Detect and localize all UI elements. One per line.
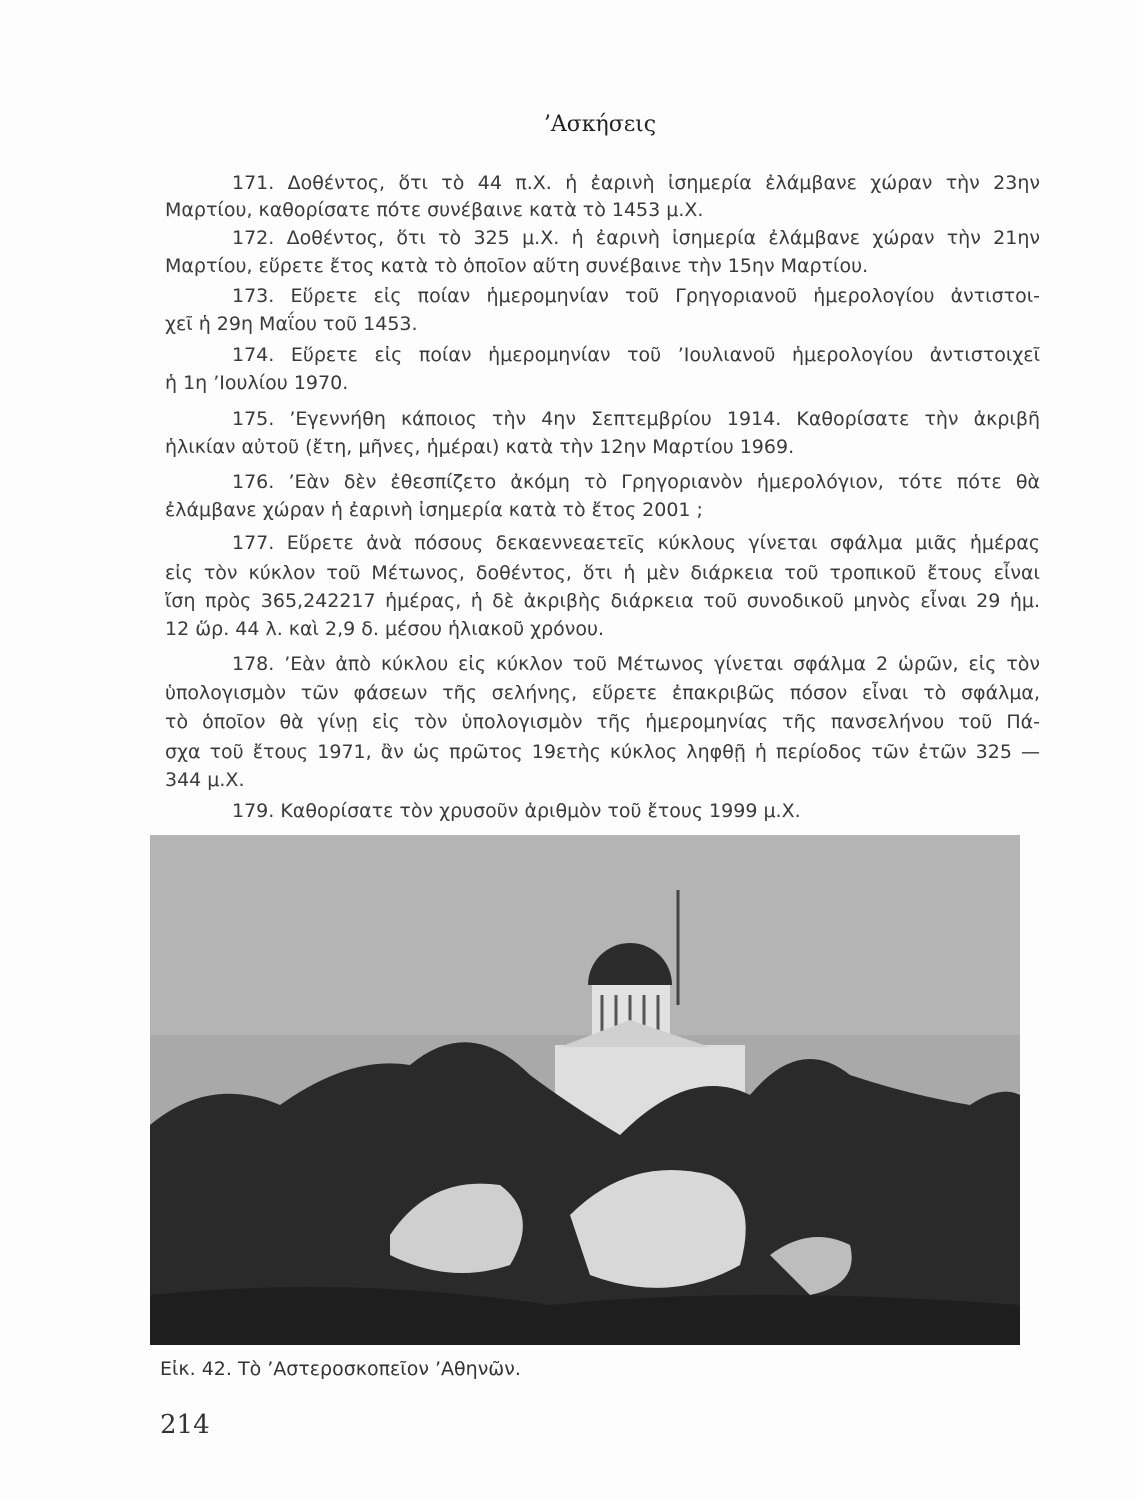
text-line: τὸ ὁποῖον θὰ γίνῃ εἰς τὸν ὑπολογισμὸν τῆς ἡμερομηνίας τῆς πανσελήνου τοῦ Πά- bbox=[165, 711, 1040, 733]
text-line: 175. ’Εγεννήθη κάποιος τὴν 4ην Σεπτεμβρίου 1914. Καθορίσατε τὴν ἀκριβῆ bbox=[232, 408, 1040, 430]
text-line: 173. Εὕρετε εἰς ποίαν ἡμερομηνίαν τοῦ Γρηγοριανοῦ ἡμερολογίου ἀντιστοι- bbox=[232, 285, 1040, 307]
text-line: ἴση πρὸς 365,242217 ἡμέρας, ἡ δὲ ἀκριβὴς διάρκεια τοῦ συνοδικοῦ μηνὸς εἶναι 29 ἡμ. bbox=[165, 590, 1040, 612]
text-line: 172. Δοθέντος, ὅτι τὸ 325 μ.Χ. ἡ ἐαρινὴ ἰσημερία ἐλάμβανε χώραν τὴν 21ην bbox=[232, 227, 1040, 249]
text-line: ἐλάμβανε χώραν ἡ ἐαρινὴ ἰσημερία κατὰ τὸ ἔτος 2001 ; bbox=[165, 499, 703, 521]
text-line: ὑπολογισμὸν τῶν φάσεων τῆς σελήνης, εὕρετε ἐπακριβῶς πόσον εἶναι τὸ σφάλμα, bbox=[165, 682, 1040, 704]
text-line: 171. Δοθέντος, ὅτι τὸ 44 π.Χ. ἡ ἐαρινὴ ἰσημερία ἐλάμβανε χώραν τὴν 23ην bbox=[232, 172, 1040, 194]
text-line: Μαρτίου, καθορίσατε πότε συνέβαινε κατὰ τὸ 1453 μ.Χ. bbox=[165, 199, 704, 221]
text-line: σχα τοῦ ἔτους 1971, ἂν ὡς πρῶτος 19ετὴς κύκλος ληφθῇ ἡ περίοδος τῶν ἐτῶν 325 — bbox=[165, 741, 1040, 763]
figure-caption: Εἰκ. 42. Τὸ ’Αστεροσκοπεῖον ’Αθηνῶν. bbox=[160, 1358, 521, 1380]
text-line: 179. Καθορίσατε τὸν χρυσοῦν ἀριθμὸν τοῦ ἔτους 1999 μ.Χ. bbox=[232, 800, 801, 822]
page-number: 214 bbox=[160, 1410, 210, 1440]
text-line: 178. ’Εὰν ἀπὸ κύκλου εἰς κύκλον τοῦ Μέτωνος γίνεται σφάλμα 2 ὡρῶν, εἰς τὸν bbox=[232, 653, 1040, 675]
observatory-photo bbox=[150, 835, 1020, 1345]
text-line: 177. Εὕρετε ἀνὰ πόσους δεκαεννεαετεῖς κύκλους γίνεται σφάλμα μιᾶς ἡμέρας bbox=[232, 532, 1040, 554]
text-line: ἡλικίαν αὐτοῦ (ἔτη, μῆνες, ἡμέραι) κατὰ τὴν 12ην Μαρτίου 1969. bbox=[165, 436, 795, 458]
text-line: 12 ὥρ. 44 λ. καὶ 2,9 δ. μέσου ἡλιακοῦ χρόνου. bbox=[165, 618, 605, 640]
text-line: εἰς τὸν κύκλον τοῦ Μέτωνος, δοθέντος, ὅτι ἡ μὲν διάρκεια τοῦ τροπικοῦ ἔτους εἶναι bbox=[165, 562, 1040, 584]
text-line: 174. Εὕρετε εἰς ποίαν ἡμερομηνίαν τοῦ ’Ιουλιανοῦ ἡμερολογίου ἀντιστοιχεῖ bbox=[232, 344, 1040, 366]
text-line: χεῖ ἡ 29η Μαΐου τοῦ 1453. bbox=[165, 313, 418, 335]
text-line: 176. ’Εὰν δὲν ἐθεσπίζετο ἀκόμη τὸ Γρηγοριανὸν ἡμερολόγιον, τότε πότε θὰ bbox=[232, 471, 1040, 493]
text-line: ἡ 1η ’Ιουλίου 1970. bbox=[165, 372, 349, 394]
text-line: 344 μ.Χ. bbox=[165, 769, 245, 791]
text-line: Μαρτίου, εὕρετε ἔτος κατὰ τὸ ὁποῖον αὕτη συνέβαινε τὴν 15ην Μαρτίου. bbox=[165, 255, 869, 277]
section-title: ’Ασκήσεις bbox=[543, 112, 657, 137]
